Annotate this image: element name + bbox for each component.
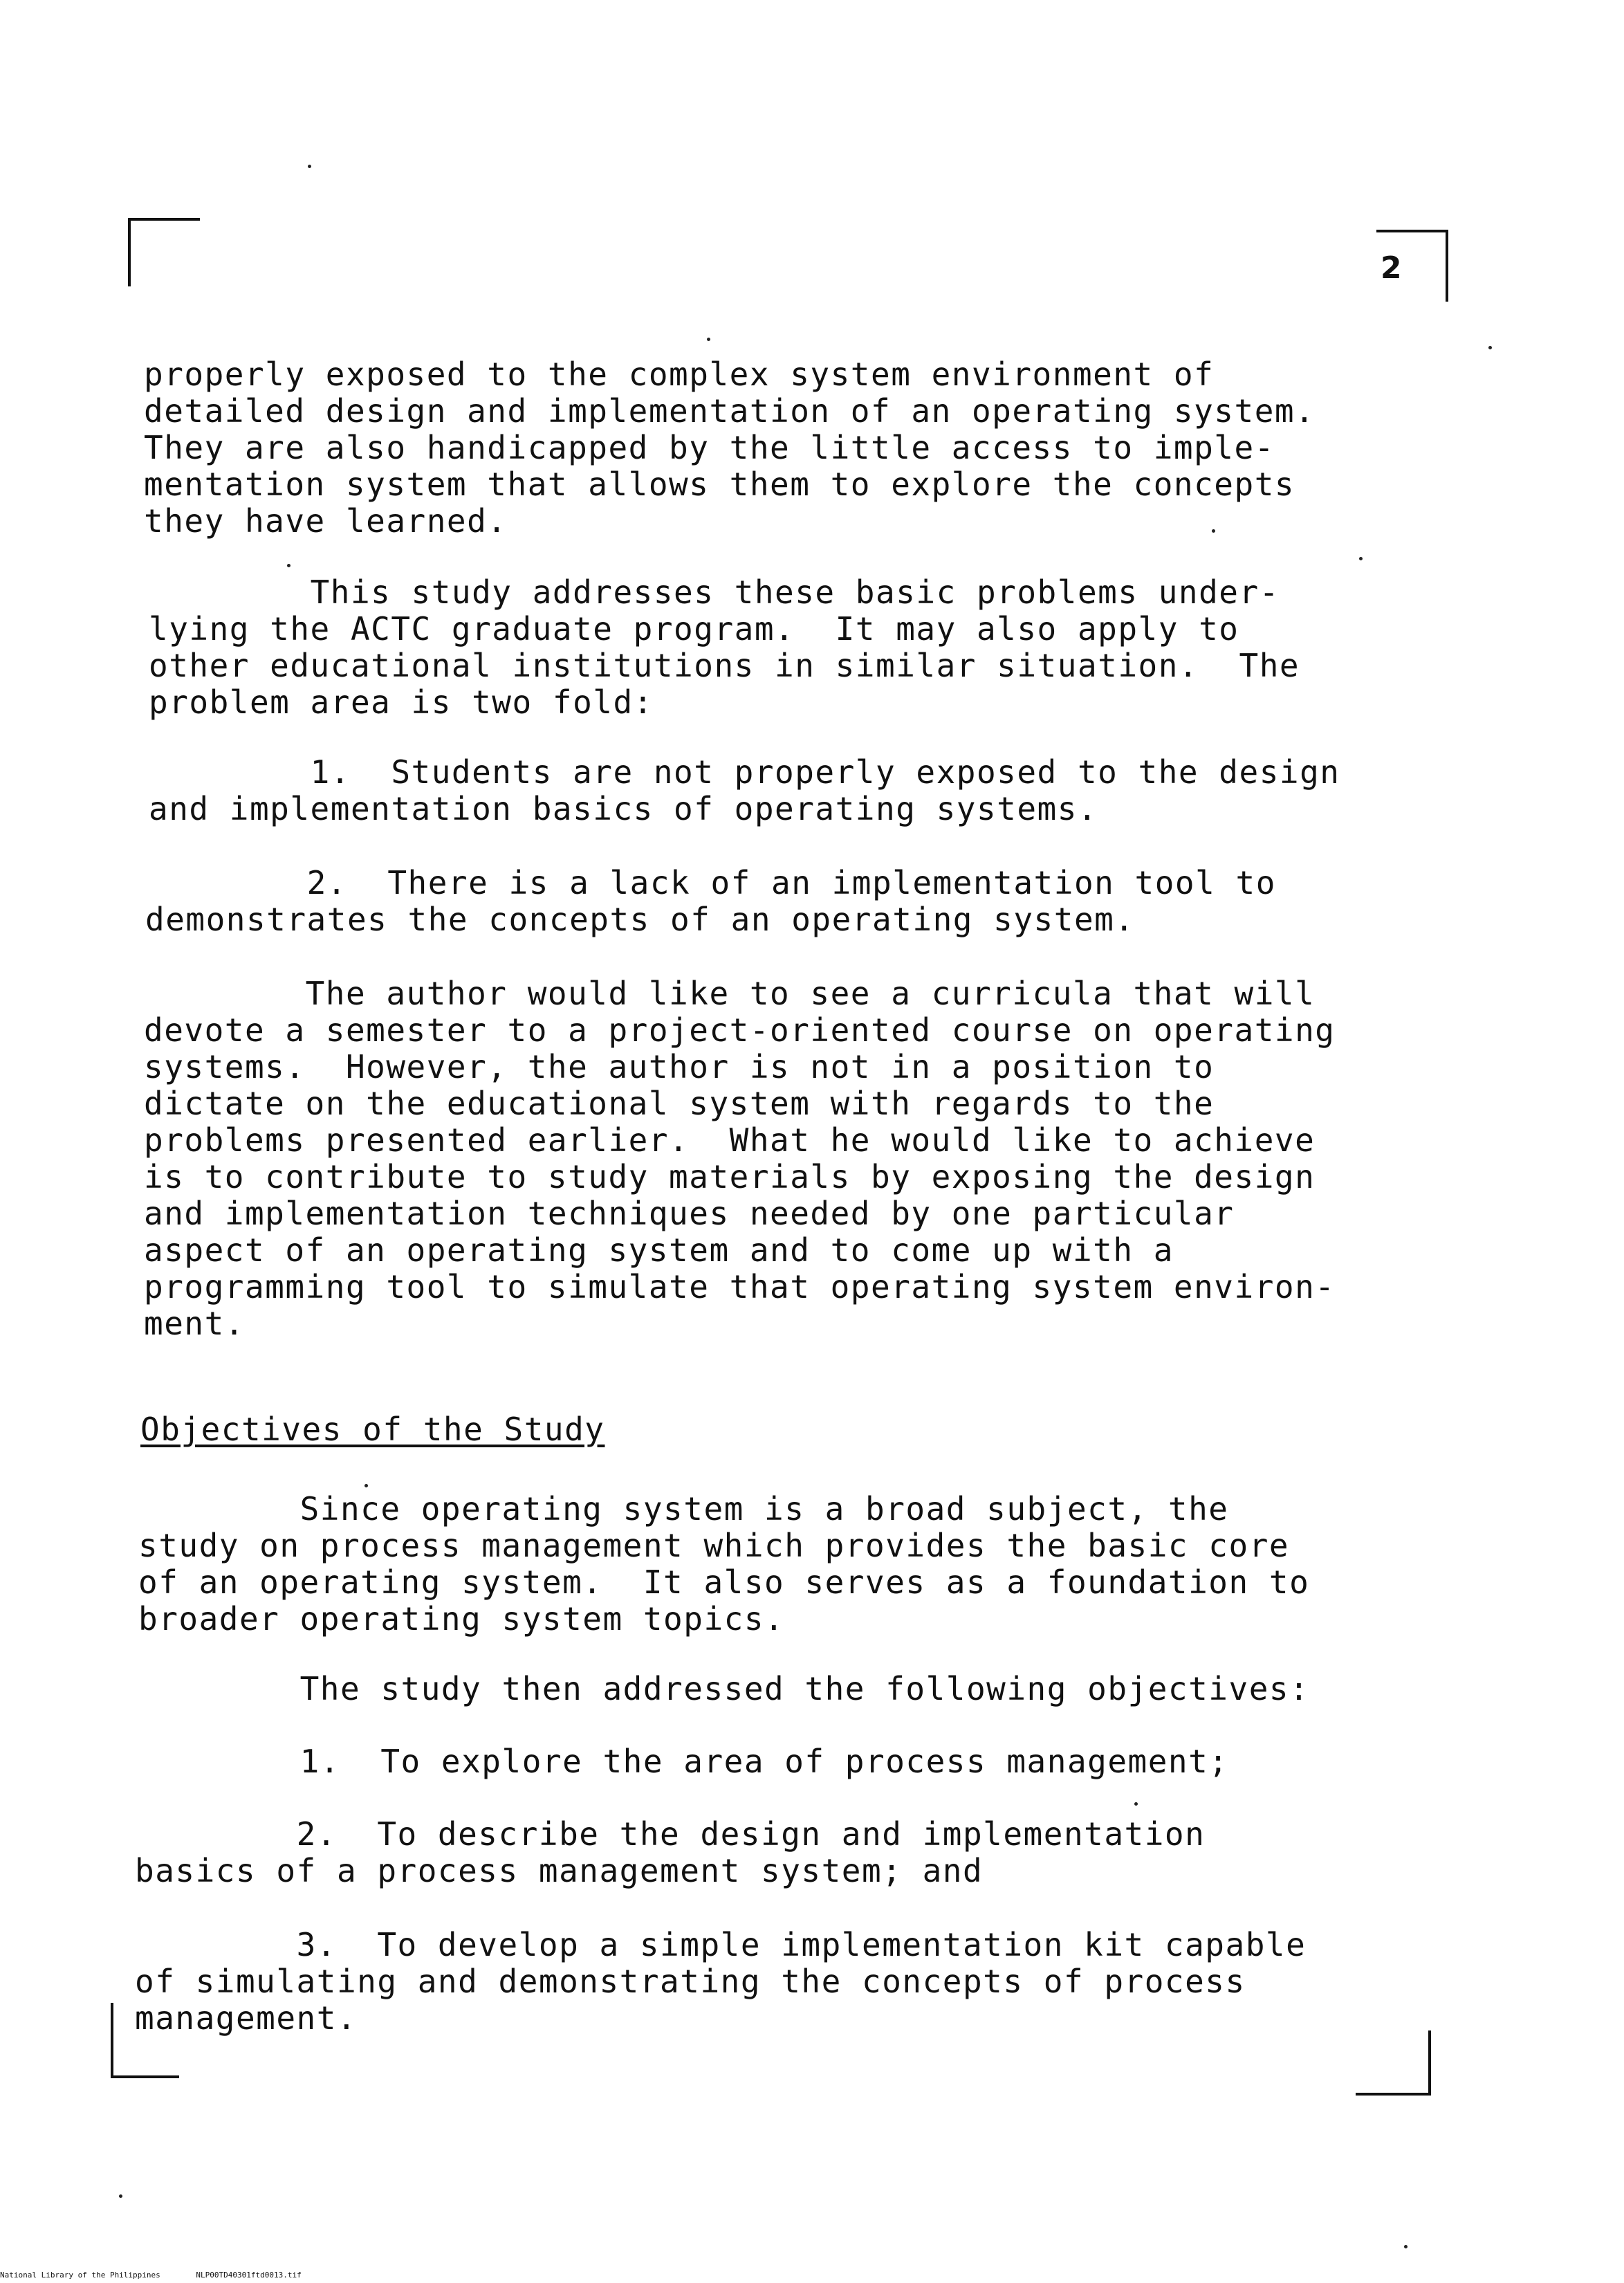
paragraph-author-goal: The author would like to see a curricula that will devote a semester to a project-oriented course on operating systems. However, the author is not in a position to dictate on the educational system with regards to the problems presented earlier. What he would like to achieve is to contribute to study materials by exposing the design and implementation techniques needed by one particular aspect of an operating system and to come up with a programming tool to simulate that operating system environ- ment. bbox=[144, 975, 1336, 1342]
crop-mark-bottom-right bbox=[1356, 2030, 1431, 2096]
scan-speck bbox=[119, 2194, 122, 2198]
paragraph-objectives-intro: The study then addressed the following objectives: bbox=[138, 1670, 1310, 1707]
scan-speck bbox=[1212, 529, 1215, 533]
footer-filename: NLP00TD40301ftd0013.tif bbox=[196, 2271, 302, 2280]
scan-speck bbox=[1134, 1802, 1138, 1806]
scan-speck bbox=[287, 564, 290, 567]
scan-speck bbox=[1488, 346, 1492, 349]
paragraph-scope: Since operating system is a broad subject, the study on process management which provides the basic core of an operating system. It also serves as a foundation to broader operating system topics. bbox=[138, 1490, 1310, 1638]
paragraph-objective-2: 2. To describe the design and implementation basics of a process management system; and bbox=[135, 1815, 1206, 1889]
scan-speck bbox=[365, 1484, 368, 1487]
scan-speck bbox=[1359, 557, 1363, 560]
scan-speck bbox=[1404, 2245, 1408, 2248]
paragraph-continuation: properly exposed to the complex system environment of detailed design and implementation of an operating system. They are also handicapped by the little access to imple- mentation system that allows them to explore the concepts they have learned. bbox=[144, 356, 1316, 540]
paragraph-problem-1: 1. Students are not properly exposed to the design and implementation basics of operating systems. bbox=[149, 753, 1340, 827]
paragraph-objective-3: 3. To develop a simple implementation kit capable of simulating and demonstrating the concepts of process management. bbox=[135, 1926, 1307, 2037]
section-heading-objectives: Objectives of the Study bbox=[140, 1411, 605, 1448]
paragraph-objective-1: 1. To explore the area of process management; bbox=[138, 1743, 1229, 1780]
paragraph-problem-2: 2. There is a lack of an implementation tool to demonstrates the concepts of an operating system. bbox=[145, 864, 1276, 938]
scan-speck bbox=[707, 338, 710, 341]
footer-library: National Library of the Philippines bbox=[0, 2271, 160, 2280]
scan-footer bbox=[0, 2271, 333, 2280]
page-number: 2 bbox=[1381, 250, 1402, 286]
crop-mark-top-left bbox=[128, 218, 200, 286]
paragraph-problem-statement: This study addresses these basic problems under- lying the ACTC graduate program. It may also apply to other educational institutions in similar situation. The problem area is two fold: bbox=[149, 574, 1300, 721]
scan-speck bbox=[308, 165, 311, 168]
